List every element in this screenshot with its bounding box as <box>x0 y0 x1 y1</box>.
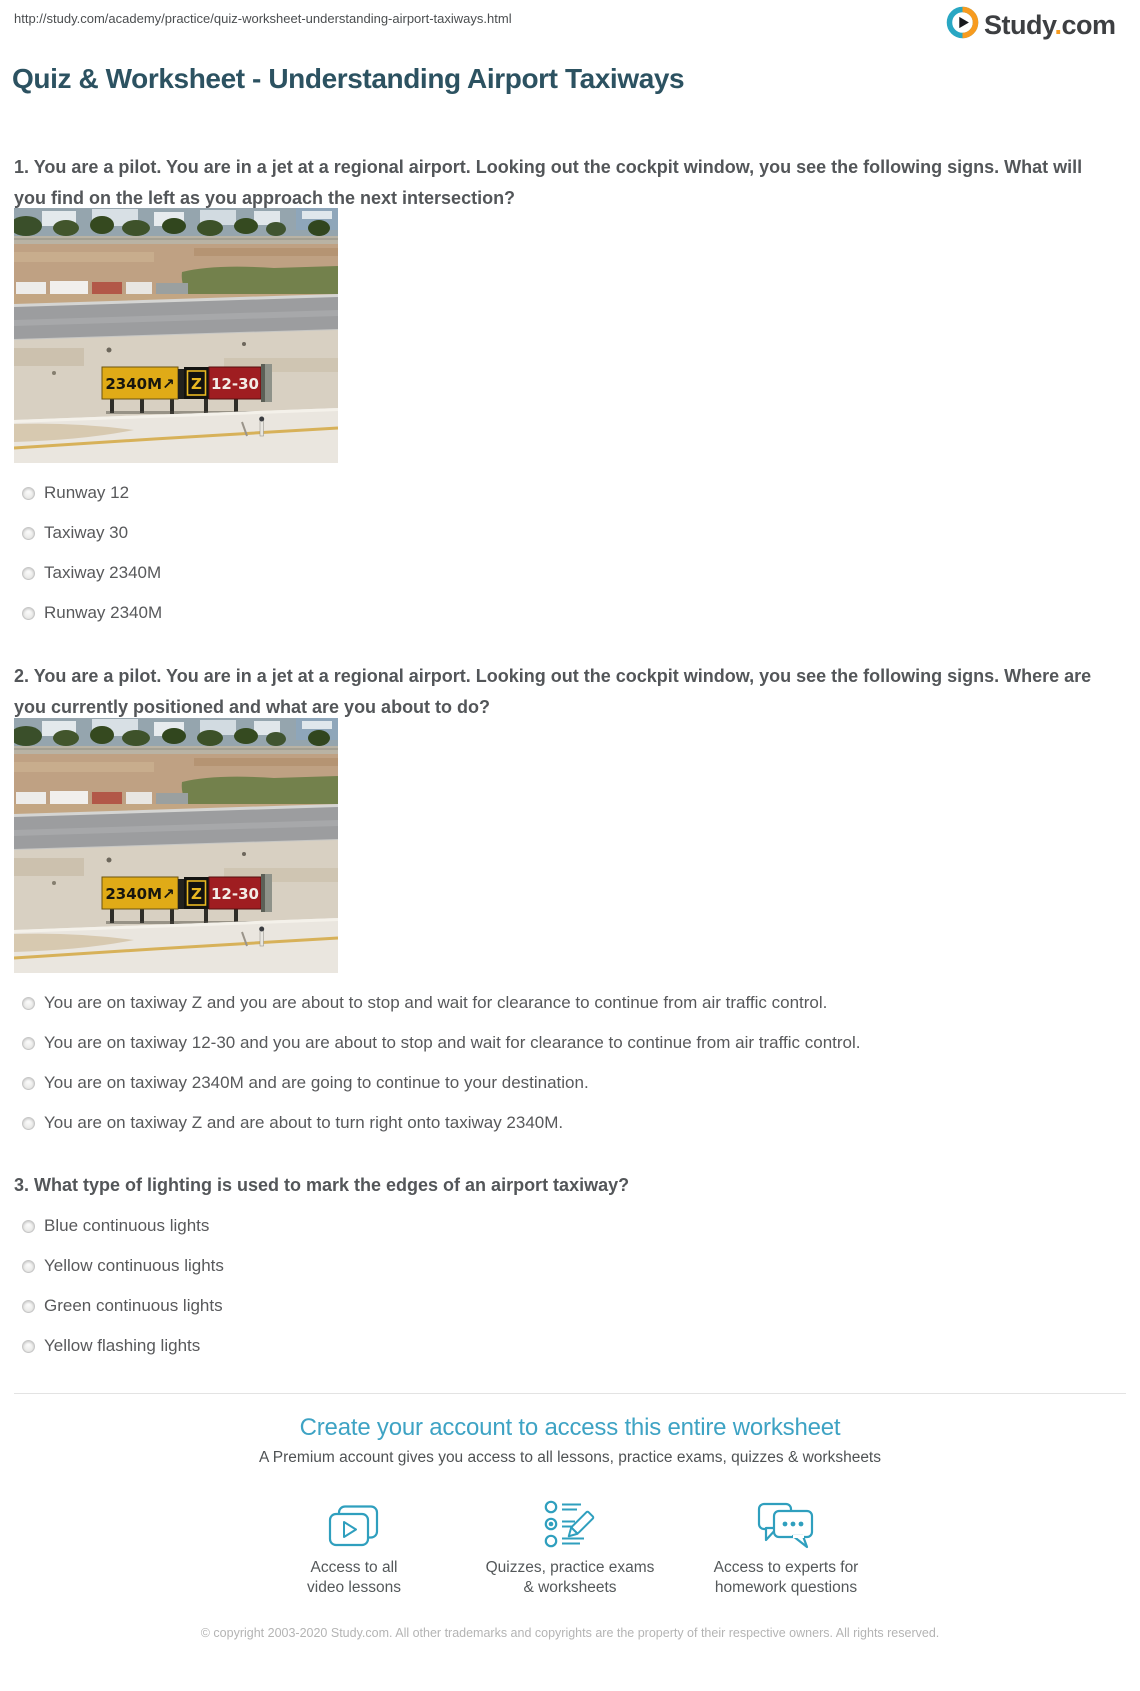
question-3-options <box>22 1206 224 1366</box>
radio-button[interactable] <box>22 487 35 500</box>
section-divider <box>14 1393 1126 1394</box>
page-url: http://study.com/academy/practice/quiz-worksheet-understanding-airport-taxiways.html <box>14 11 512 26</box>
feature-label-line: & worksheets <box>523 1579 617 1596</box>
answer-option-row[interactable] <box>22 1063 860 1103</box>
question-3-prompt: 3. What type of lighting is used to mark the edges of an airport taxiway? <box>14 1175 630 1195</box>
radio-button[interactable] <box>22 1300 35 1313</box>
feature-label-line: video lessons <box>307 1579 401 1596</box>
radio-button[interactable] <box>22 1117 35 1130</box>
question-1-prompt: 1. You are a pilot. You are in a jet at a regional airport. Looking out the cockpit window, you see the following signs. What will you find on the left as you approach the next intersection? <box>14 157 1083 208</box>
feature-quizzes-worksheets <box>474 1494 666 1598</box>
answer-option-row[interactable] <box>22 1326 224 1366</box>
answer-option-label[interactable]: Blue continuous lights <box>44 1216 210 1235</box>
answer-option-label[interactable]: You are on taxiway Z and you are about to stop and wait for clearance to continue from air traffic control. <box>44 993 828 1012</box>
radio-button[interactable] <box>22 1037 35 1050</box>
answer-option-label[interactable]: You are on taxiway 12-30 and you are about to stop and wait for clearance to continue from air traffic control. <box>44 1033 861 1052</box>
answer-option-label[interactable]: Runway 2340M <box>44 603 163 622</box>
answer-option-row[interactable] <box>22 513 162 553</box>
airport-signs-photo-q1 <box>14 208 338 463</box>
radio-button[interactable] <box>22 607 35 620</box>
answer-option-row[interactable] <box>22 593 162 633</box>
radio-button[interactable] <box>22 527 35 540</box>
answer-option-row[interactable] <box>22 1023 860 1063</box>
question-2-options <box>22 983 860 1143</box>
studycom-logo-icon <box>946 6 979 44</box>
answer-option-row[interactable] <box>22 1103 860 1143</box>
answer-option-label[interactable]: Runway 12 <box>44 483 130 502</box>
signup-heading: Create your account to access this entire worksheet <box>299 1414 841 1441</box>
answer-option-label[interactable]: Yellow continuous lights <box>44 1256 224 1275</box>
feature-label-line: homework questions <box>714 1579 858 1596</box>
studycom-logo[interactable] <box>946 6 1116 44</box>
signup-subheading: A Premium account gives you access to all lessons, practice exams, quizzes & worksheets <box>259 1449 881 1466</box>
radio-button[interactable] <box>22 1077 35 1090</box>
quiz-worksheet-icon <box>474 1494 666 1550</box>
question-1-options <box>22 473 162 633</box>
airport-signs-photo-q2 <box>14 718 338 973</box>
answer-option-row[interactable] <box>22 1286 224 1326</box>
answer-option-label[interactable]: Taxiway 2340M <box>44 563 162 582</box>
answer-option-label[interactable]: Yellow flashing lights <box>44 1336 201 1355</box>
video-lessons-icon <box>258 1494 450 1550</box>
radio-button[interactable] <box>22 1220 35 1233</box>
answer-option-row[interactable] <box>22 473 162 513</box>
answer-option-row[interactable] <box>22 983 860 1023</box>
radio-button[interactable] <box>22 997 35 1010</box>
premium-features <box>0 1494 1140 1598</box>
answer-option-row[interactable] <box>22 1246 224 1286</box>
radio-button[interactable] <box>22 1260 35 1273</box>
expert-chat-icon <box>690 1494 882 1550</box>
studycom-logo-text: Study.com <box>984 9 1116 40</box>
feature-label-line: Access to all <box>310 1559 398 1576</box>
answer-option-label[interactable]: You are on taxiway Z and are about to turn right onto taxiway 2340M. <box>44 1113 564 1132</box>
feature-label-line: Quizzes, practice exams <box>485 1559 655 1576</box>
answer-option-label[interactable]: Green continuous lights <box>44 1296 223 1315</box>
answer-option-label[interactable]: You are on taxiway 2340M and are going to continue to your destination. <box>44 1073 589 1092</box>
answer-option-label[interactable]: Taxiway 30 <box>44 523 129 542</box>
radio-button[interactable] <box>22 1340 35 1353</box>
page-title: Quiz & Worksheet - Understanding Airport Taxiways <box>12 63 685 94</box>
radio-button[interactable] <box>22 567 35 580</box>
answer-option-row[interactable] <box>22 1206 224 1246</box>
question-2-prompt: 2. You are a pilot. You are in a jet at a regional airport. Looking out the cockpit window, you see the following signs. Where are you currently positioned and what are you about to do? <box>14 666 1092 717</box>
feature-video-lessons <box>258 1494 450 1598</box>
copyright-notice: © copyright 2003-2020 Study.com. All other trademarks and copyrights are the property of their respective owners. All rights reserved. <box>200 1626 940 1640</box>
feature-label-line: Access to experts for <box>713 1559 859 1576</box>
answer-option-row[interactable] <box>22 553 162 593</box>
feature-expert-help <box>690 1494 882 1598</box>
